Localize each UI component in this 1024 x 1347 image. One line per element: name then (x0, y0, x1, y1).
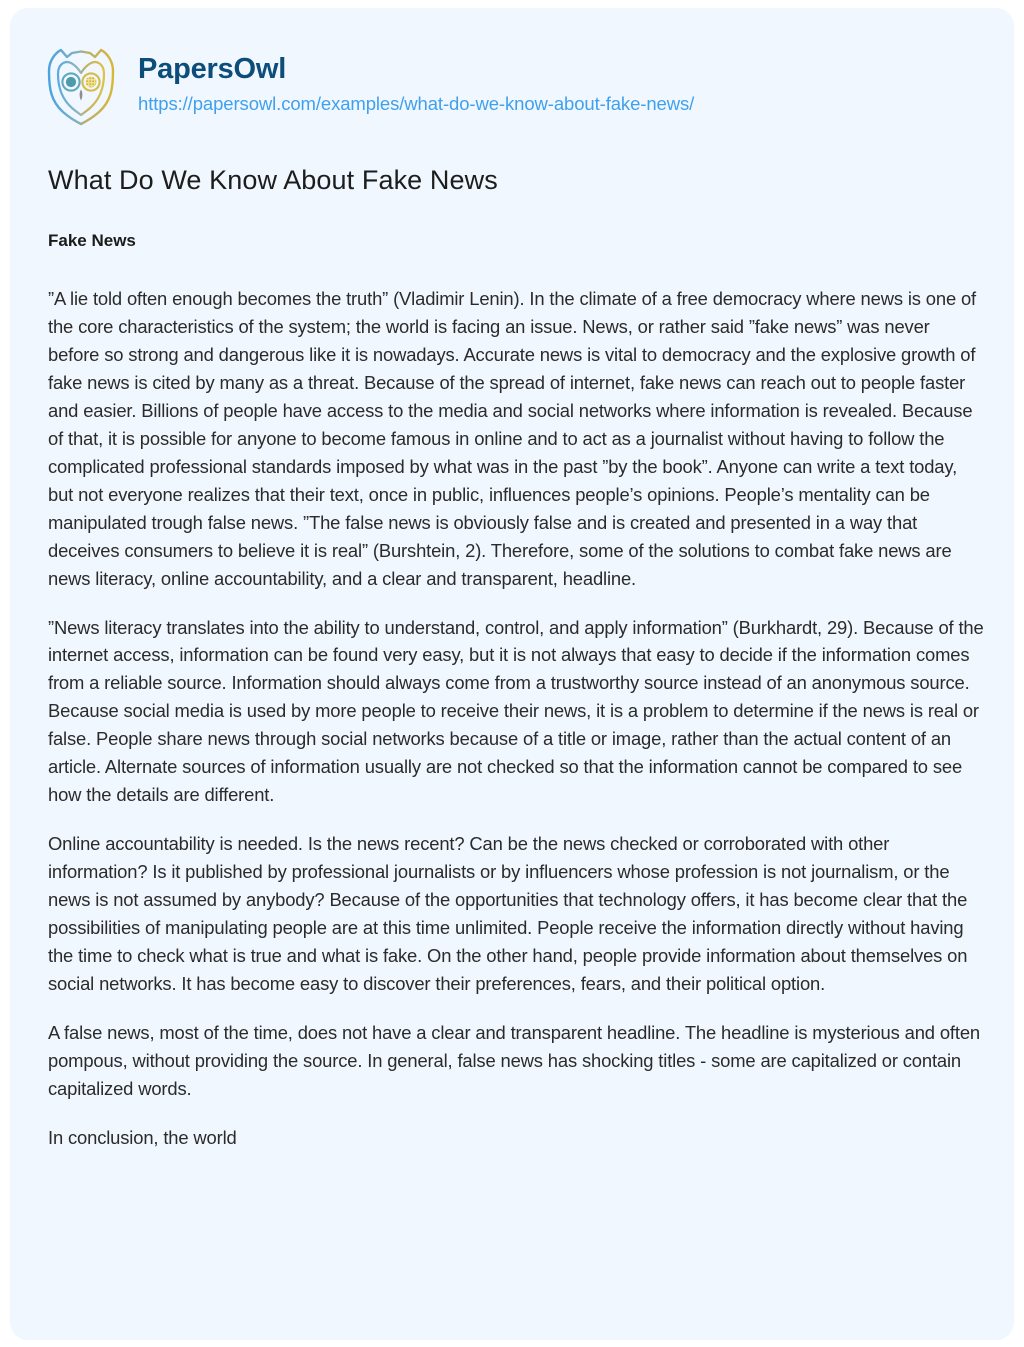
owl-logo-icon[interactable] (38, 38, 124, 130)
page-card (10, 8, 1014, 1340)
article-paragraph: ”News literacy translates into the ability to understand, control, and apply information” (Burkhardt, 29). Because of the internet access, information can be found very easy, but it is not always that easy to decide if the information comes from a reliable source. Information should always come from a trustworthy source instead of an anonymous source. Because social media is used by more people to receive their news, it is a problem to determine if the news is real or false. People share news through social networks because of a title or image, rather than the actual content of an article. Alternate sources of information usually are not checked so that the information cannot be compared to see how the details are different. (48, 616, 984, 806)
article-body (10, 164, 1014, 1152)
brand-block (138, 53, 694, 116)
site-header (10, 8, 1014, 130)
article-paragraph: ”A lie told often enough becomes the truth” (Vladimir Lenin). In the climate of a free democracy where news is one of the core characteristics of the system; the world is facing an issue. News, or rather said ”fake news” was never before so strong and dangerous like it is nowadays. Accurate news is vital to democracy and the explosive growth of fake news is cited by many as a threat. Because of the spread of internet, fake news can reach out to people faster and easier. Billions of people have access to the media and social networks where information is revealed. Because of that, it is possible for anyone to become famous in online and to act as a journalist without having to follow the complicated professional standards imposed by what was in the past ”by the book”. Anyone can write a text today, but not everyone realizes that their text, once in public, influences people’s opinions. People’s mentality can be manipulated trough false news. ”The false news is obviously false and is created and presented in a way that deceives consumers to believe it is real” (Burshtein, 2). Therefore, some of the solutions to combat fake news are news literacy, online accountability, and a clear and transparent, headline. (48, 287, 977, 589)
section-heading: Fake News (48, 230, 136, 250)
brand-name: PapersOwl (138, 52, 287, 85)
article-paragraph: A false news, most of the time, does not have a clear and transparent headline. The headline is mysterious and often pompous, without providing the source. In general, false news has shocking titles - some are capitalized or contain capitalized words. (48, 1022, 980, 1100)
paragraph-list (48, 285, 984, 1152)
page-title: What Do We Know About Fake News (48, 165, 498, 195)
article-paragraph: In conclusion, the world (48, 1127, 237, 1148)
article-paragraph: Online accountability is needed. Is the news recent? Can be the news checked or corroborated with other information? Is it published by professional journalists or by influencers whose profession is not journalism, or the news is not assumed by anybody? Because of the opportunities that technology offers, it has become clear that the possibilities of manipulating people are at this time unlimited. People receive the information directly without having the time to check what is true and what is fake. On the other hand, people provide information about themselves on social networks. It has become easy to discover their preferences, fears, and their political option. (48, 833, 968, 995)
site-url-link[interactable]: https://papersowl.com/examples/what-do-we-know-about-fake-news/ (138, 93, 695, 115)
